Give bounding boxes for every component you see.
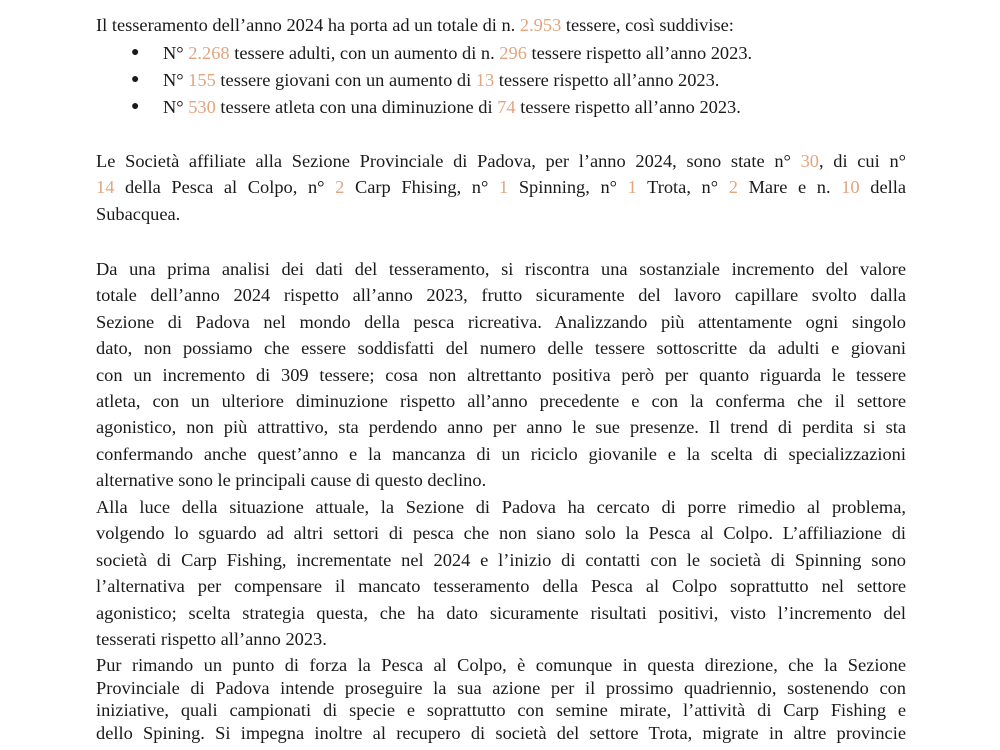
atleta-count: 530 (188, 97, 216, 117)
bullet-icon: ● (131, 72, 140, 87)
paragraph-line: iniziative, quali campionati di specie e soprattutto con semine mirate, l’attività di Carp Fishing e (96, 700, 906, 720)
list-item: ● N° 2.268 tessere adulti, con un aumento di n. 296 tessere rispetto all’anno 2023. (131, 40, 752, 67)
situation-paragraph (96, 494, 906, 652)
paragraph-line: agonistico; scelta strategia questa, che ha dato sicuramente risultati positivi, visto l’incremento del (96, 602, 906, 623)
tessere-list (131, 40, 752, 121)
adulti-count: 2.268 (188, 43, 230, 63)
list-item: ● N° 155 tessere giovani con un aumento di 13 tessere rispetto all’anno 2023. (131, 67, 752, 94)
analysis-paragraph (96, 256, 906, 494)
intro-text: Il tesseramento dell’anno 2024 ha porta ad un totale di n. (96, 15, 520, 35)
societies-paragraph (96, 148, 906, 227)
paragraph-line: atleta, con un ulteriore diminuzione rispetto all’anno precedente e con la conferma che il settore (96, 391, 906, 412)
paragraph-line: agonistico, non più attrattivo, sta perdendo anno per anno le sue presenze. Il trend di perdita si sta (96, 417, 906, 438)
bullet-icon: ● (131, 99, 140, 114)
bullet-icon: ● (131, 45, 140, 60)
paragraph-line: tesserati rispetto all’anno 2023. (96, 629, 327, 650)
paragraph-line: Provinciale di Padova intende proseguire la sua azione per il prossimo quadriennio, sostenendo con (96, 677, 906, 698)
adulti-increase: 296 (499, 43, 527, 63)
total-tessere: 2.953 (519, 15, 562, 35)
paragraph-line: 14 della Pesca al Colpo, n° 2 Carp Fhising, n° 1 Spinning, n° 1 Trota, n° 2 Mare e n. 10 della (96, 177, 906, 198)
paragraph-line: totale dell’anno 2024 rispetto all’anno 2023, frutto sicuramente del lavoro capillare svolto dalla (96, 285, 906, 306)
paragraph-line: confermando anche quest’anno e la mancanza di un riciclo giovanile e la scelta di specializzazioni (96, 443, 906, 464)
paragraph-line: Da una prima analisi dei dati del tesseramento, si riscontra una sostanziale incremento del valore (96, 259, 906, 279)
paragraph-line: Subacquea. (96, 203, 181, 224)
paragraph-line: con un incremento di 309 tessere; cosa non altrettanto positiva però per quanto riguarda le tessere (96, 364, 906, 385)
paragraph-line: dello Spining. Si impegna inoltre al recupero di società del settore Trota, migrate in altre provincie (96, 722, 906, 743)
intro-paragraph (96, 12, 906, 38)
paragraph-line: alternative sono le principali cause di questo declino. (96, 470, 487, 491)
forza-paragraph (96, 654, 906, 744)
giovani-count: 155 (188, 70, 216, 90)
paragraph-line: Pur rimando un punto di forza la Pesca al Colpo, è comunque in questa direzione, che la Sezione (96, 655, 906, 675)
list-item: ● N° 530 tessere atleta con una diminuzione di 74 tessere rispetto all’anno 2023. (131, 94, 752, 121)
paragraph-line: società di Carp Fishing, incrementate nel 2024 e l’inizio di contatti con le società di Spinning sono (96, 549, 906, 570)
intro-text-end: tessere, così suddivise: (561, 15, 734, 35)
paragraph-line: l’alternativa per compensare il mancato tesseramento della Pesca al Colpo soprattutto nel settore (96, 576, 906, 597)
atleta-decrease: 74 (497, 97, 516, 117)
paragraph-line: Sezione di Padova nel mondo della pesca ricreativa. Analizzando più attentamente ogni singolo (96, 311, 906, 332)
paragraph-line: dato, non possiamo che essere soddisfatti del numero delle tessere sottoscritte da adulti e giovani (96, 338, 906, 359)
societa-total: 30 (800, 151, 819, 171)
paragraph-line: volgendo lo sguardo ad altri settori di pesca che non siano solo la Pesca al Colpo. L’affiliazione di (96, 523, 906, 544)
paragraph-line: Le Società affiliate alla Sezione Provinciale di Padova, per l’anno 2024, sono state n° 30, di cui n° (96, 151, 906, 171)
giovani-increase: 13 (475, 70, 495, 90)
paragraph-line: Alla luce della situazione attuale, la Sezione di Padova ha cercato di porre rimedio al problema, (96, 497, 906, 517)
